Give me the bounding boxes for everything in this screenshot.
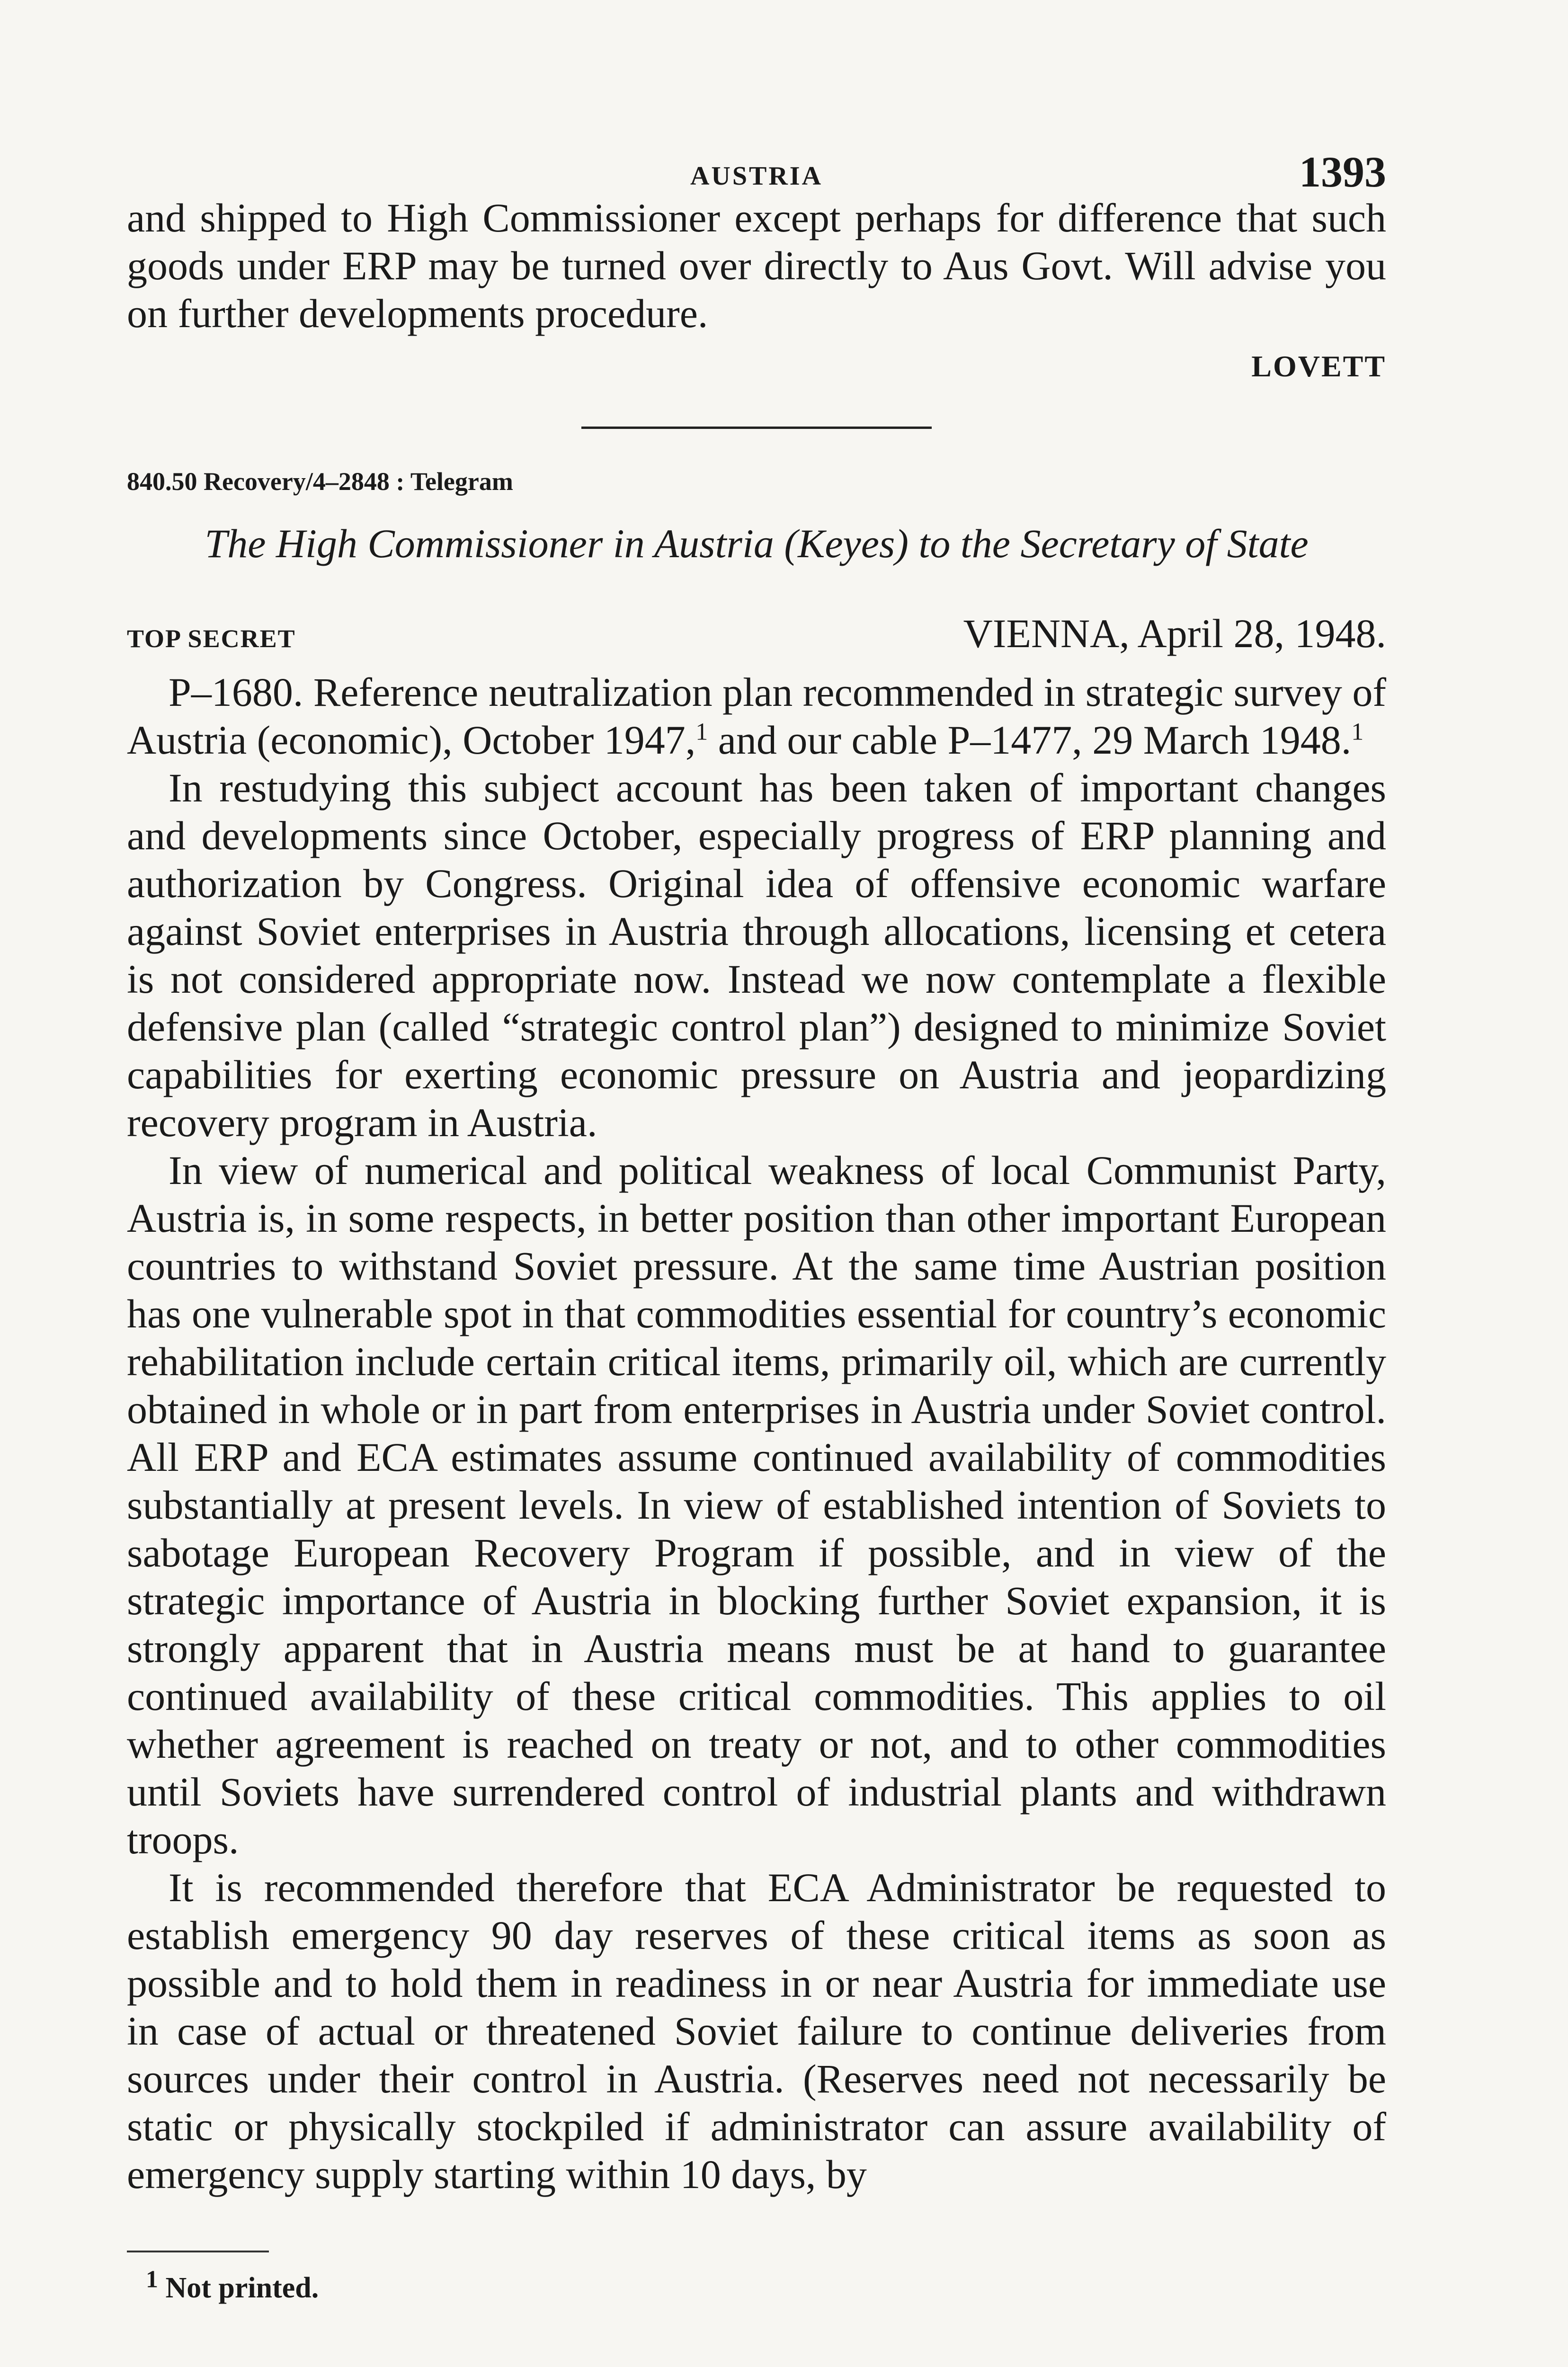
document-separator	[581, 427, 932, 429]
page-number: 1393	[1299, 148, 1386, 196]
paragraph-1-part-a: P–1680. Reference neutralization plan recommended in strategic survey of Austria (economic), October 1947,	[127, 669, 1386, 763]
document-title: The High Commissioner in Austria (Keyes) to the Secretary of State	[205, 521, 1309, 566]
footnote-ref-1: 1	[695, 718, 708, 746]
previous-document-closing-text: and shipped to High Commissioner except perhaps for difference that such goods under ERP may be turned over directly to Aus Govt. Will advise you on further developments procedure.	[127, 195, 1386, 336]
paragraph-4: It is recommended therefore that ECA Administrator be requested to establish emergency 90 day reserves of these critical items as soon as possible and to hold them in readiness in or near Austria for immediate use in case of actual or threatened Soviet failure to continue deliveries from sources under their control in Austria. (Reserves need not necessarily be static or physically stockpiled if administrator can assure availability of emergency supply starting within 10 days, by	[127, 1865, 1386, 2197]
footnote-text: Not printed.	[165, 2272, 319, 2304]
page	[127, 142, 1386, 2305]
file-reference: 840.50 Recovery/4–2848 : Telegram	[127, 467, 513, 496]
paragraph-1-part-b: and our cable P–1477, 29 March 1948.	[708, 717, 1352, 763]
footnote-1	[127, 2266, 1386, 2305]
classification: TOP SECRET	[127, 624, 296, 653]
paragraph-3: In view of numerical and political weakness of local Communist Party, Austria is, in some respects, in better position than other important European countries to withstand Soviet pressure. At the same time Austrian position has one vulnerable spot in that commodities essential for country’s economic rehabilitation include certain critical items, primarily oil, which are currently obtained in whole or in part from enterprises in Austria under Soviet control. All ERP and ECA estimates assume continued availability of commodities substantially at present levels. In view of established intention of Soviets to sabotage European Recovery Program if possible, and in view of the strategic importance of Austria in blocking further Soviet expansion, it is strongly apparent that in Austria means must be at hand to guarantee continued availability of these critical commodities. This applies to oil whether agreement is reached on treaty or not, and to other commodities until Soviets have surrendered control of industrial plants and withdrawn troops.	[127, 1148, 1386, 1862]
paragraph-2: In restudying this subject account has been taken of important changes and developments since October, especially progress of ERP planning and authorization by Congress. Original idea of offensive economic warfare against Soviet enterprises in Austria through allocations, licensing et cetera is not considered appropriate now. Instead we now contemplate a flexible defensive plan (called “strategic control plan”) designed to minimize Soviet capabilities for exerting economic pressure on Austria and jeopardizing recovery program in Austria.	[127, 765, 1386, 1145]
signature: LOVETT	[1251, 349, 1386, 383]
paragraph-1	[127, 668, 1386, 764]
footnote-marker: 1	[146, 2266, 158, 2293]
document-meta	[127, 610, 1386, 657]
section-title: AUSTRIA	[690, 161, 823, 191]
dateline: VIENNA, April 28, 1948.	[963, 611, 1386, 656]
running-head	[127, 142, 1386, 194]
footnote-ref-1b: 1	[1351, 718, 1364, 746]
footnote-separator	[127, 2251, 269, 2252]
